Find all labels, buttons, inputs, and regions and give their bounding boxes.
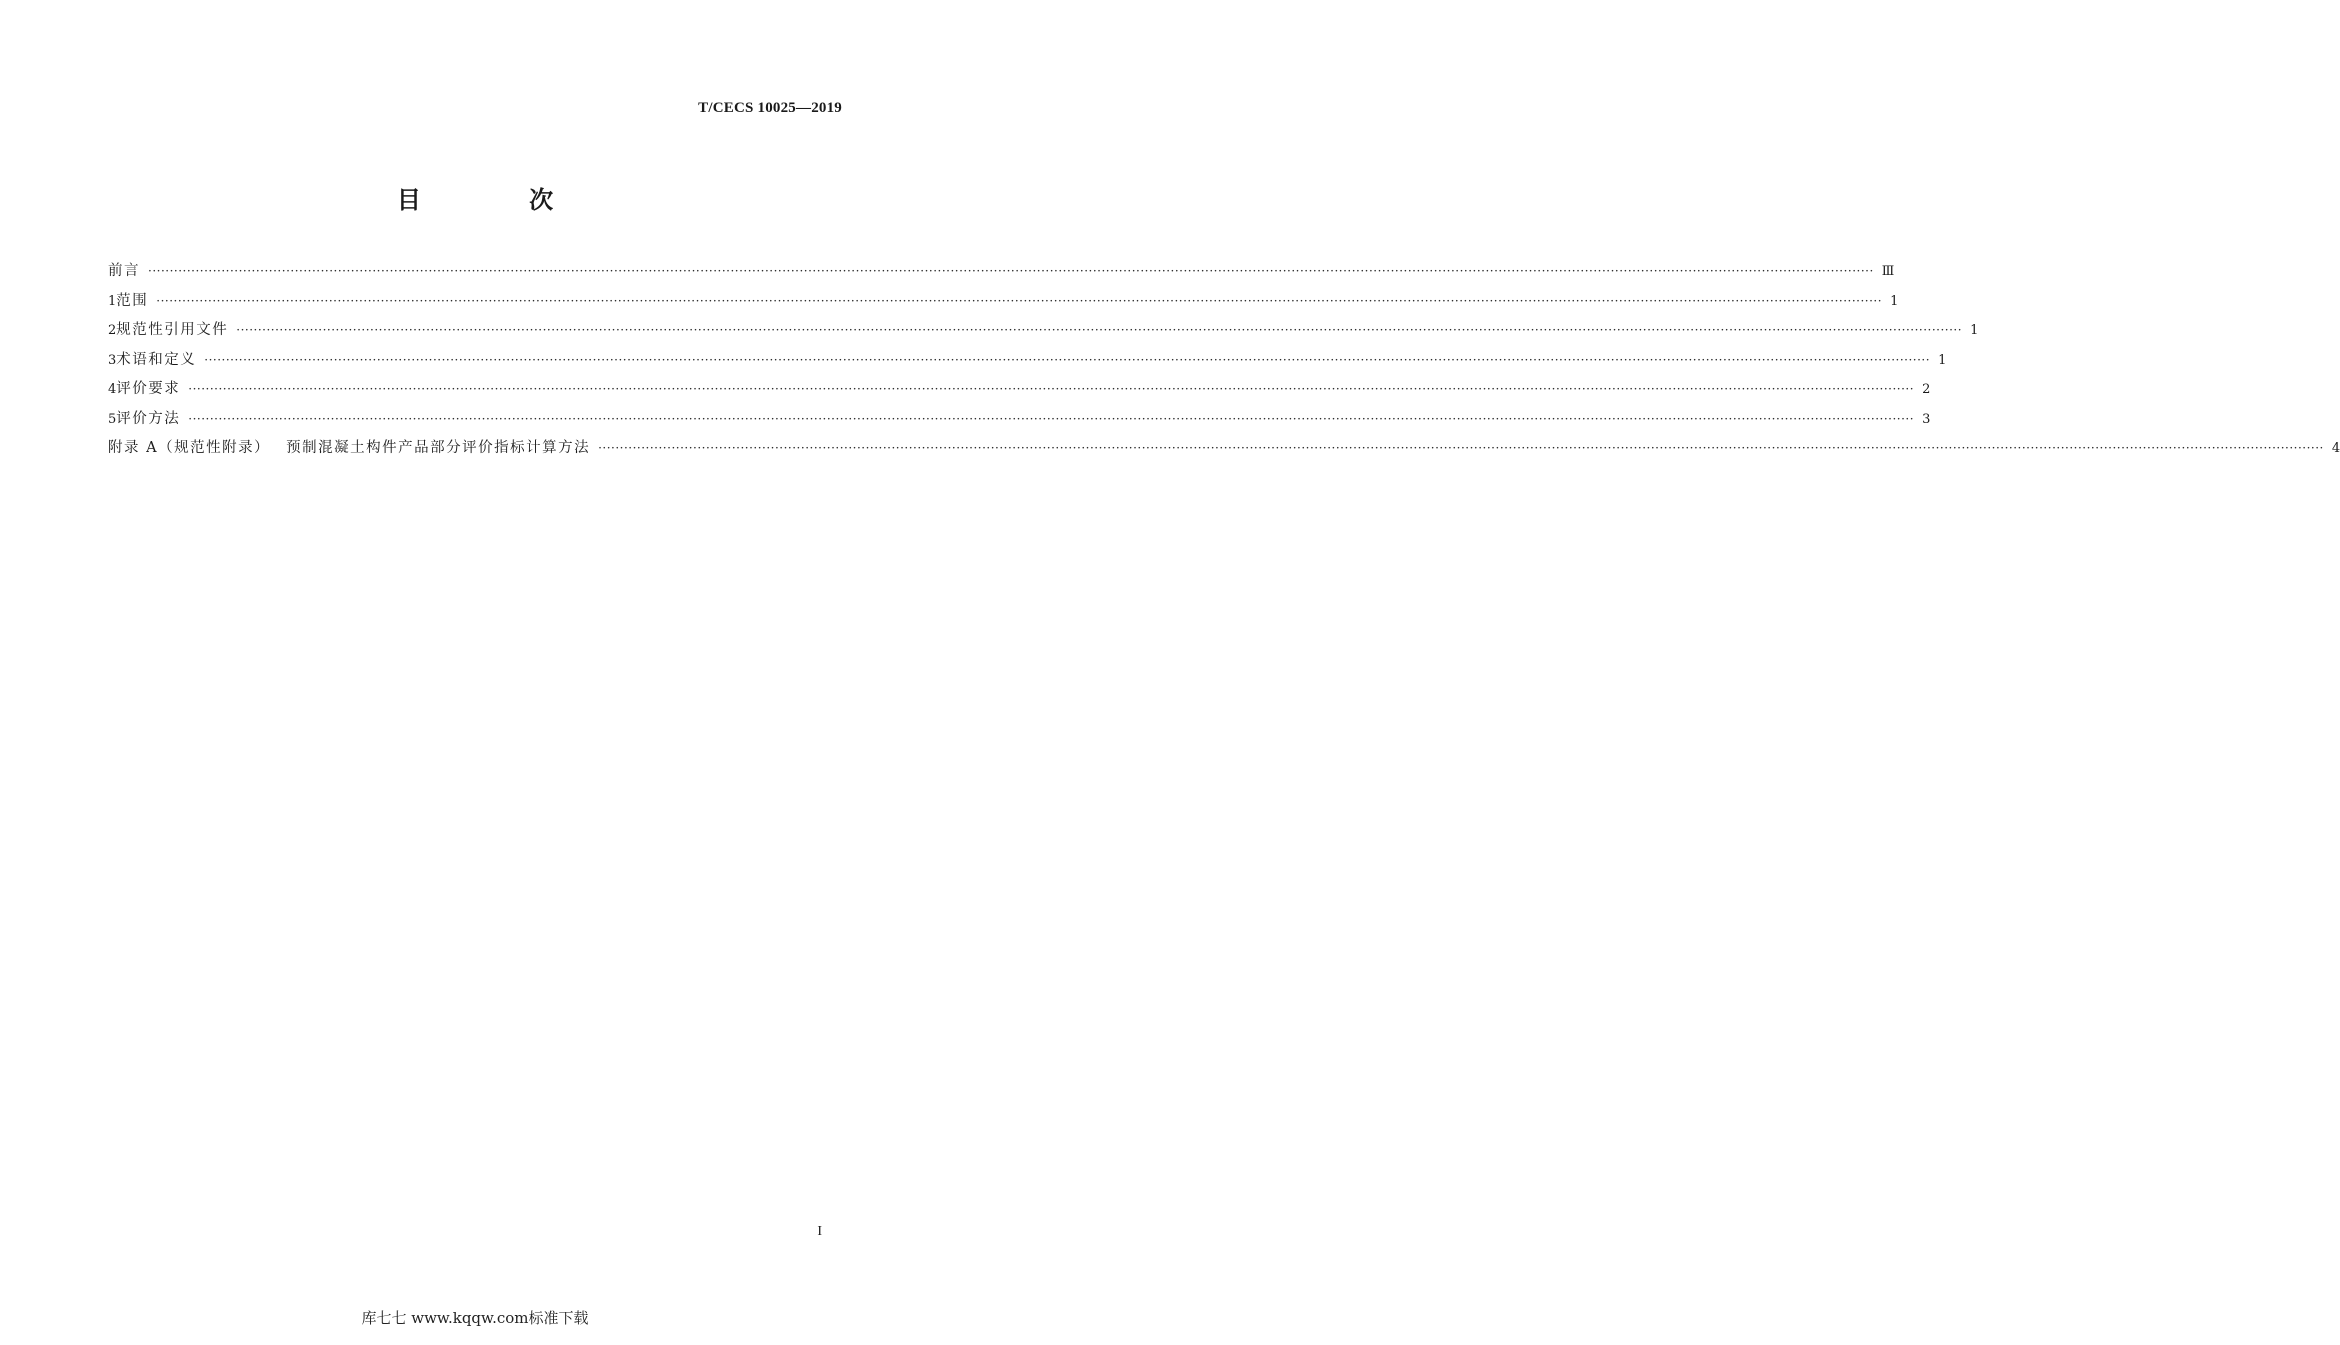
toc-leader-dots: ················································································································································································································································································································································································································ <box>204 352 1931 367</box>
toc-item-page: 4 <box>2331 441 2340 456</box>
document-code: T/CECS 10025—2019 <box>698 100 842 116</box>
toc-item-page: 1 <box>1890 293 1899 309</box>
toc-item-subtitle: 预制混凝土构件产品部分评价指标计算方法 <box>286 440 591 456</box>
toc-item-appendix-a[interactable] <box>108 436 2340 466</box>
footer-watermark: 库七七 www.kqqw.com标准下载 <box>361 1309 589 1327</box>
page-number: I <box>817 1224 822 1239</box>
toc-item-number: 2 <box>108 323 117 338</box>
toc-item-preface[interactable] <box>108 259 1895 289</box>
toc-leader-dots: ················································································································································································································································································································································································································ <box>156 293 1883 308</box>
toc-leader-dots: ················································································································································································································································································································································································································ <box>598 441 2324 455</box>
toc-item-number: 1 <box>108 293 117 309</box>
toc-item-label: 术语和定义 <box>116 351 197 368</box>
toc-title: 目 次 <box>396 186 604 214</box>
toc-item-label: 附录 A（规范性附录） <box>108 440 271 456</box>
toc-item-page: 2 <box>1922 382 1931 397</box>
toc-leader-dots: ················································································································································································································································································································································································································ <box>236 323 1963 337</box>
toc-item-number: 3 <box>108 352 117 368</box>
toc-item-label: 评价要求 <box>116 381 181 397</box>
toc-list <box>108 259 2340 466</box>
toc-item-page: Ⅲ <box>1881 264 1895 279</box>
toc-item-number: 5 <box>108 411 117 427</box>
toc-item-page: 1 <box>1970 323 1979 338</box>
toc-item-evaluation-requirements[interactable] <box>108 377 1931 407</box>
toc-item-terms-definitions[interactable] <box>108 348 1947 378</box>
toc-item-scope[interactable] <box>108 289 1899 319</box>
toc-item-label: 评价方法 <box>116 410 181 427</box>
toc-item-number: 4 <box>108 382 117 397</box>
toc-leader-dots: ················································································································································································································································································································································································································ <box>188 382 1915 396</box>
toc-item-evaluation-methods[interactable] <box>108 407 1931 437</box>
toc-leader-dots: ················································································································································································································································································································································································································ <box>188 411 1915 426</box>
toc-item-label: 范围 <box>116 292 149 309</box>
toc-item-label: 规范性引用文件 <box>116 322 229 338</box>
toc-leader-dots: ················································································································································································································································································································································································································ <box>148 264 1874 278</box>
toc-item-normative-references[interactable] <box>108 318 1979 348</box>
toc-item-label: 前言 <box>108 263 140 279</box>
toc-item-page: 3 <box>1922 411 1931 427</box>
toc-item-page: 1 <box>1938 352 1947 368</box>
